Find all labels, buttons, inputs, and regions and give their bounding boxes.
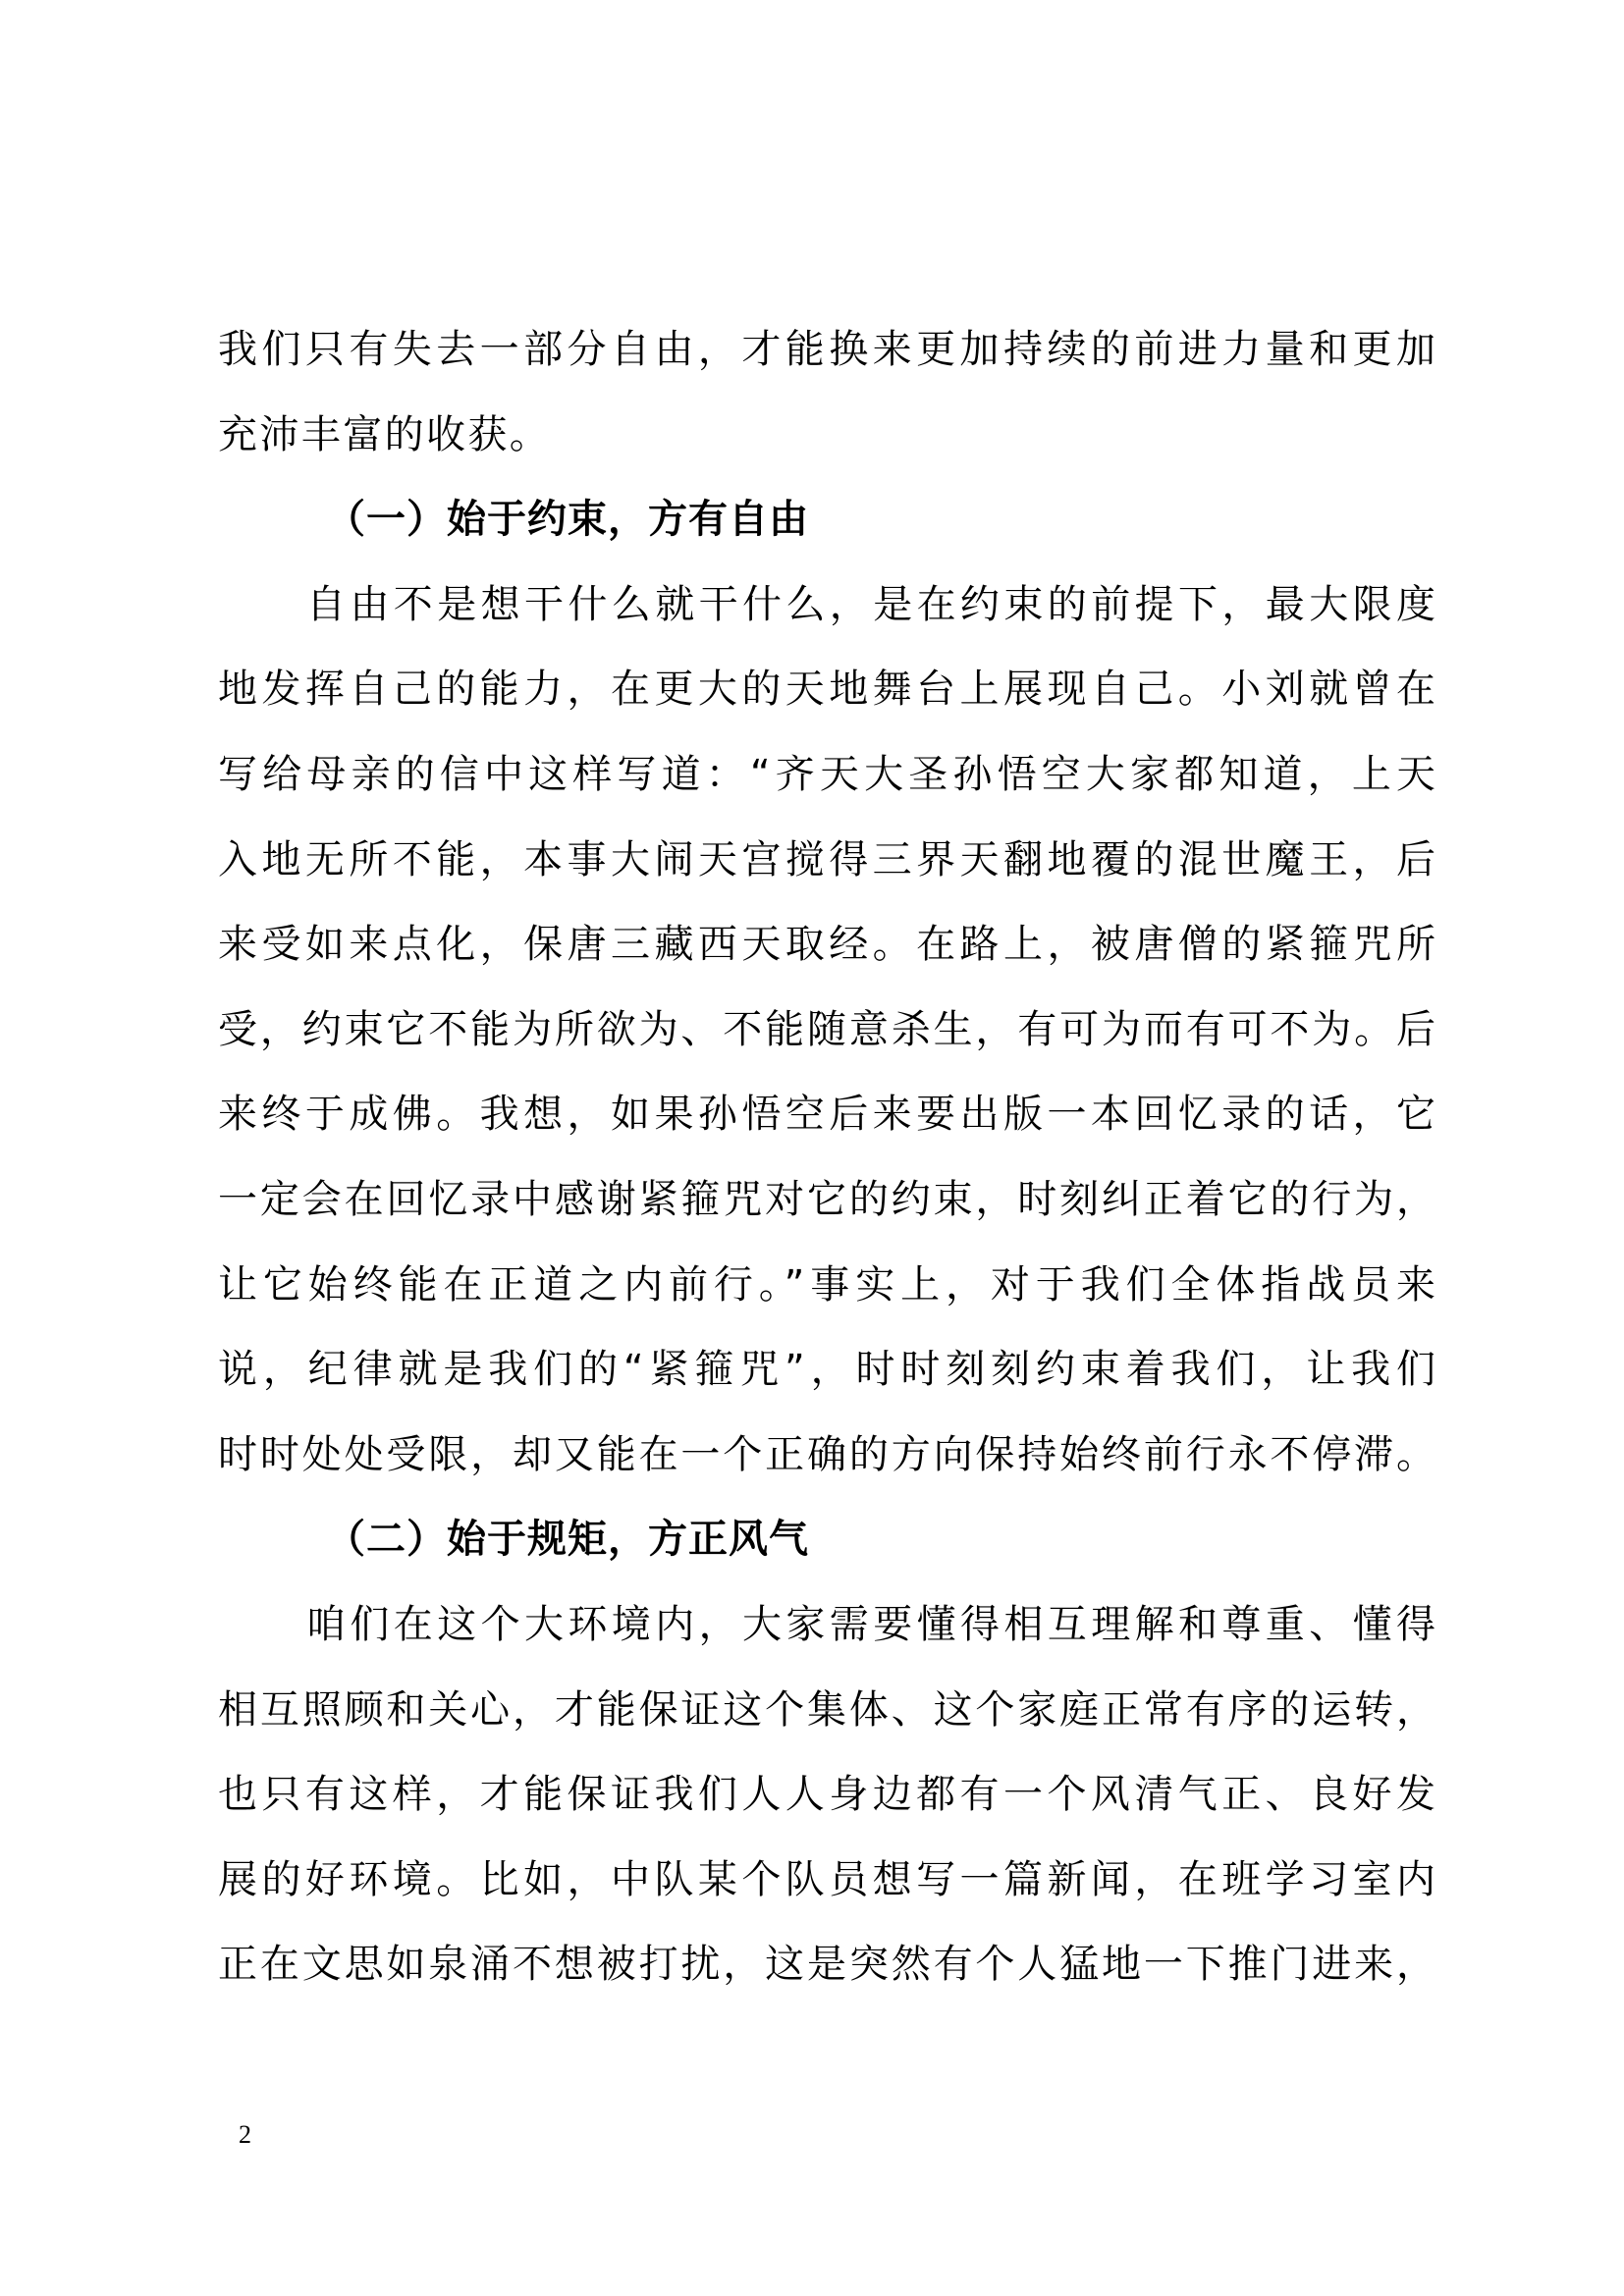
text-line: 地发挥自己的能力，在更大的天地舞台上展现自己。小刘就曾在 [218, 667, 1435, 713]
section-heading-2: （二）始于规矩，方正风气 [326, 1517, 809, 1563]
text-line: 入地无所不能，本事大闹天宫搅得三界天翻地覆的混世魔王，后 [218, 836, 1435, 882]
text-line: 我们只有失去一部分自由，才能换来更加持续的前进力量和更加 [218, 327, 1435, 372]
text-line: 受，约束它不能为所欲为、不能随意杀生，有可为而有可不为。后 [218, 1006, 1435, 1052]
text-line: 充沛丰富的收获。 [218, 411, 552, 457]
text-line: 说，纪律就是我们的“紧箍咒”，时时刻刻约束着我们，让我们 [218, 1347, 1435, 1393]
body-text [218, 307, 1435, 2007]
section-heading-1: （一）始于约束，方有自由 [326, 497, 809, 543]
text-line: 来终于成佛。我想，如果孙悟空后来要出版一本回忆录的话，它 [218, 1092, 1435, 1138]
text-line: 让它始终能在正道之内前行。”事实上，对于我们全体指战员来 [218, 1261, 1435, 1308]
text-line: 时时处处受限，却又能在一个正确的方向保持始终前行永不停滞。 [218, 1431, 1435, 1477]
text-line: 正在文思如泉涌不想被打扰，这是突然有个人猛地一下推门进来， [218, 1942, 1435, 1988]
text-line: 一定会在回忆录中感谢紧箍咒对它的约束，时刻纠正着它的行为， [218, 1176, 1435, 1222]
text-line: 相互照顾和关心，才能保证这个集体、这个家庭正常有序的运转， [218, 1686, 1435, 1733]
text-line: 来受如来点化，保唐三藏西天取经。在路上，被唐僧的紧箍咒所 [218, 922, 1435, 968]
text-line: 写给母亲的信中这样写道：“齐天大圣孙悟空大家都知道，上天 [218, 751, 1435, 797]
paragraph-first-line: 自由不是想干什么就干什么，是在约束的前提下，最大限度 [306, 581, 1435, 627]
text-line: 也只有这样，才能保证我们人人身边都有一个风清气正、良好发 [218, 1772, 1435, 1818]
paragraph-first-line: 咱们在这个大环境内，大家需要懂得相互理解和尊重、懂得 [306, 1601, 1435, 1647]
page-number: 2 [239, 2120, 251, 2149]
text-line: 展的好环境。比如，中队某个队员想写一篇新闻，在班学习室内 [218, 1856, 1435, 1902]
